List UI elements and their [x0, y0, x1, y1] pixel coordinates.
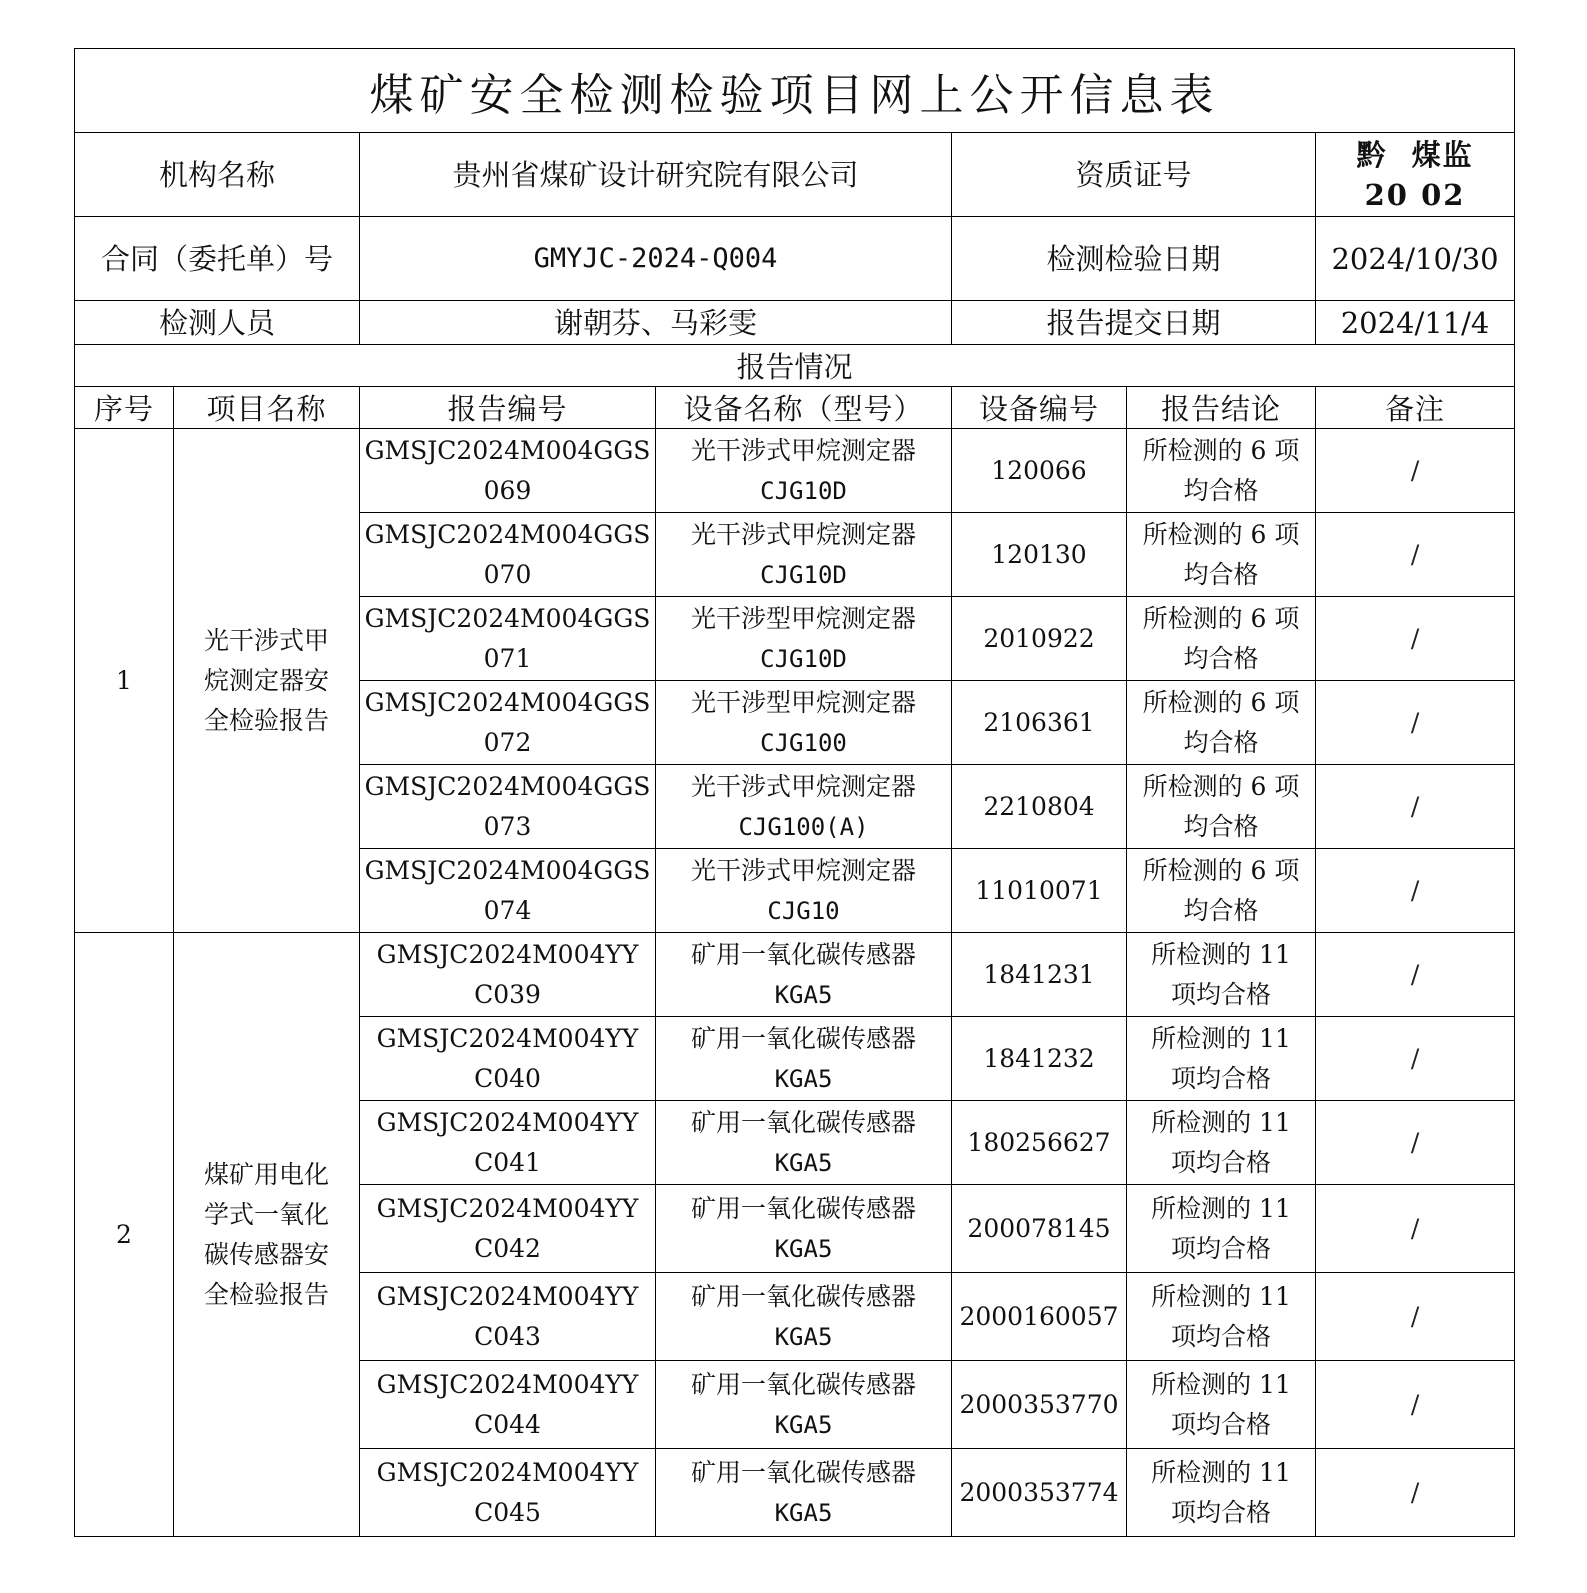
report-number-line-2: 070	[483, 559, 532, 589]
device-name	[656, 513, 952, 597]
submit-date-label: 报告提交日期	[952, 301, 1316, 345]
report-conclusion-line-1: 所检测的 6 项	[1142, 771, 1300, 801]
device-serial: 200078145	[952, 1185, 1127, 1273]
submit-date-value: 2024/11/4	[1316, 301, 1515, 345]
group-seq: 2	[75, 933, 174, 1537]
report-conclusion	[1127, 1449, 1316, 1537]
table-row	[75, 933, 1515, 1017]
report-conclusion-line-2: 均合格	[1183, 559, 1259, 589]
device-name-line-1: 光干涉型甲烷测定器	[690, 603, 916, 633]
report-number-line-2: 073	[483, 811, 532, 841]
report-number	[360, 513, 656, 597]
contract-label: 合同（委托单）号	[75, 217, 360, 301]
report-number-line-1: GMSJC2024M004GGS	[364, 687, 651, 717]
device-serial: 2000353770	[952, 1361, 1127, 1449]
device-serial: 180256627	[952, 1101, 1127, 1185]
report-number	[360, 1273, 656, 1361]
device-name-line-2: KGA5	[774, 980, 833, 1009]
report-number-line-1: GMSJC2024M004GGS	[364, 855, 651, 885]
device-name	[656, 1361, 952, 1449]
device-name	[656, 1017, 952, 1101]
report-conclusion-line-1: 所检测的 11	[1151, 1023, 1291, 1053]
report-number	[360, 1101, 656, 1185]
report-conclusion-line-1: 所检测的 6 项	[1142, 519, 1300, 549]
report-number-line-2: C043	[474, 1321, 541, 1351]
device-name	[656, 849, 952, 933]
device-name-line-1: 矿用一氧化碳传感器	[690, 1281, 916, 1311]
device-name	[656, 1101, 952, 1185]
report-conclusion-line-1: 所检测的 6 项	[1142, 435, 1300, 465]
report-number-line-1: GMSJC2024M004YY	[376, 1457, 639, 1487]
device-name-line-2: CJG100(A)	[738, 812, 869, 841]
report-conclusion-line-1: 所检测的 6 项	[1142, 855, 1300, 885]
device-name-line-1: 光干涉式甲烷测定器	[690, 435, 916, 465]
report-number-line-2: C045	[474, 1497, 541, 1527]
report-conclusion-line-2: 项均合格	[1170, 1063, 1271, 1093]
cert-line-2: 20 02	[1364, 177, 1466, 212]
report-conclusion	[1127, 681, 1316, 765]
report-conclusion	[1127, 933, 1316, 1017]
note: /	[1316, 1101, 1515, 1185]
device-name-line-1: 矿用一氧化碳传感器	[690, 939, 916, 969]
device-name-line-1: 矿用一氧化碳传感器	[690, 1457, 916, 1487]
device-name-line-2: KGA5	[774, 1498, 833, 1527]
report-number-line-2: C041	[474, 1147, 541, 1177]
device-name-line-2: KGA5	[774, 1064, 833, 1093]
note: /	[1316, 681, 1515, 765]
staff-value: 谢朝芬、马彩雯	[360, 301, 952, 345]
report-number-line-1: GMSJC2024M004YY	[376, 1369, 639, 1399]
device-name-line-1: 光干涉式甲烷测定器	[690, 519, 916, 549]
report-number	[360, 681, 656, 765]
device-name-line-2: KGA5	[774, 1234, 833, 1263]
report-number-line-1: GMSJC2024M004GGS	[364, 519, 651, 549]
report-number-line-1: GMSJC2024M004GGS	[364, 603, 651, 633]
note: /	[1316, 849, 1515, 933]
page-title: 煤矿安全检测检验项目网上公开信息表	[75, 49, 1515, 133]
report-conclusion-line-2: 均合格	[1183, 727, 1259, 757]
report-conclusion	[1127, 1273, 1316, 1361]
note: /	[1316, 513, 1515, 597]
report-number-line-1: GMSJC2024M004GGS	[364, 771, 651, 801]
device-name-line-1: 光干涉式甲烷测定器	[690, 771, 916, 801]
info-table	[74, 48, 1515, 1537]
report-conclusion	[1127, 765, 1316, 849]
report-number	[360, 1449, 656, 1537]
report-number-line-2: C040	[474, 1063, 541, 1093]
report-number	[360, 849, 656, 933]
device-name-line-2: KGA5	[774, 1148, 833, 1177]
cert-label: 资质证号	[952, 133, 1316, 217]
report-number-line-2: 071	[483, 643, 532, 673]
device-name	[656, 597, 952, 681]
report-conclusion	[1127, 1185, 1316, 1273]
report-conclusion-line-1: 所检测的 11	[1151, 1193, 1291, 1223]
device-serial: 1841231	[952, 933, 1127, 1017]
header-item: 项目名称	[174, 387, 360, 429]
note: /	[1316, 1185, 1515, 1273]
report-conclusion-line-2: 项均合格	[1170, 1497, 1271, 1527]
device-name	[656, 1273, 952, 1361]
device-name-line-2: KGA5	[774, 1322, 833, 1351]
device-name-line-2: CJG10	[767, 896, 840, 925]
device-name-line-1: 矿用一氧化碳传感器	[690, 1193, 916, 1223]
device-name-line-2: CJG100	[760, 728, 847, 757]
report-number	[360, 429, 656, 513]
device-name-line-1: 光干涉式甲烷测定器	[690, 855, 916, 885]
device-serial: 2000160057	[952, 1273, 1127, 1361]
device-name	[656, 681, 952, 765]
device-name	[656, 765, 952, 849]
report-conclusion	[1127, 1017, 1316, 1101]
report-conclusion	[1127, 1101, 1316, 1185]
report-number-line-2: 072	[483, 727, 532, 757]
report-conclusion-line-2: 项均合格	[1170, 1321, 1271, 1351]
report-conclusion-line-1: 所检测的 11	[1151, 1369, 1291, 1399]
device-serial: 120066	[952, 429, 1127, 513]
report-conclusion-line-2: 项均合格	[1170, 1233, 1271, 1263]
device-name-line-1: 矿用一氧化碳传感器	[690, 1107, 916, 1137]
device-name-line-2: CJG10D	[760, 644, 847, 673]
report-number	[360, 1185, 656, 1273]
org-value: 贵州省煤矿设计研究院有限公司	[360, 133, 952, 217]
table-row	[75, 429, 1515, 513]
cert-value	[1316, 133, 1515, 217]
report-number-line-1: GMSJC2024M004YY	[376, 1193, 639, 1223]
report-conclusion-line-2: 项均合格	[1170, 1147, 1271, 1177]
note: /	[1316, 1017, 1515, 1101]
note: /	[1316, 1273, 1515, 1361]
report-number-line-2: C044	[474, 1409, 541, 1439]
report-number	[360, 1361, 656, 1449]
header-note: 备注	[1316, 387, 1515, 429]
header-report-no: 报告编号	[360, 387, 656, 429]
device-name	[656, 933, 952, 1017]
header-row	[75, 387, 1515, 429]
report-conclusion-line-1: 所检测的 6 项	[1142, 603, 1300, 633]
device-serial: 2210804	[952, 765, 1127, 849]
report-conclusion	[1127, 597, 1316, 681]
device-serial: 2010922	[952, 597, 1127, 681]
report-conclusion	[1127, 1361, 1316, 1449]
report-conclusion-line-2: 项均合格	[1170, 1409, 1271, 1439]
device-name-line-1: 矿用一氧化碳传感器	[690, 1023, 916, 1053]
report-conclusion-line-1: 所检测的 11	[1151, 1457, 1291, 1487]
report-conclusion	[1127, 429, 1316, 513]
report-number-line-1: GMSJC2024M004YY	[376, 1281, 639, 1311]
report-number-line-1: GMSJC2024M004YY	[376, 939, 639, 969]
device-name-line-1: 光干涉型甲烷测定器	[690, 687, 916, 717]
report-number	[360, 1017, 656, 1101]
report-conclusion-line-2: 均合格	[1183, 811, 1259, 841]
device-serial: 11010071	[952, 849, 1127, 933]
header-seq: 序号	[75, 387, 174, 429]
device-name-line-2: KGA5	[774, 1410, 833, 1439]
report-number-line-1: GMSJC2024M004GGS	[364, 435, 651, 465]
device-serial: 1841232	[952, 1017, 1127, 1101]
device-serial: 2000353774	[952, 1449, 1127, 1537]
report-conclusion	[1127, 513, 1316, 597]
header-device: 设备名称（型号）	[656, 387, 952, 429]
device-name-line-1: 矿用一氧化碳传感器	[690, 1369, 916, 1399]
note: /	[1316, 597, 1515, 681]
section-title: 报告情况	[75, 345, 1515, 387]
device-name	[656, 1185, 952, 1273]
report-conclusion-line-2: 均合格	[1183, 643, 1259, 673]
report-number-line-2: C039	[474, 979, 541, 1009]
report-number	[360, 933, 656, 1017]
test-date-value: 2024/10/30	[1316, 217, 1515, 301]
header-conclusion: 报告结论	[1127, 387, 1316, 429]
report-number-line-1: GMSJC2024M004YY	[376, 1023, 639, 1053]
report-number	[360, 765, 656, 849]
report-conclusion-line-1: 所检测的 11	[1151, 939, 1291, 969]
device-name-line-2: CJG10D	[760, 476, 847, 505]
note: /	[1316, 429, 1515, 513]
device-name	[656, 1449, 952, 1537]
org-label: 机构名称	[75, 133, 360, 217]
group-item-name: 光干涉式甲烷测定器安全检验报告	[174, 429, 360, 933]
report-conclusion-line-1: 所检测的 11	[1151, 1107, 1291, 1137]
report-conclusion-line-2: 均合格	[1183, 475, 1259, 505]
report-number-line-2: C042	[474, 1233, 541, 1263]
staff-label: 检测人员	[75, 301, 360, 345]
header-serial: 设备编号	[952, 387, 1127, 429]
report-conclusion-line-1: 所检测的 6 项	[1142, 687, 1300, 717]
report-conclusion-line-2: 均合格	[1183, 895, 1259, 925]
report-number-line-2: 074	[483, 895, 532, 925]
device-name-line-2: CJG10D	[760, 560, 847, 589]
test-date-label: 检测检验日期	[952, 217, 1316, 301]
report-conclusion-line-1: 所检测的 11	[1151, 1281, 1291, 1311]
cert-line-1: 黔 煤监	[1356, 137, 1474, 172]
report-number-line-1: GMSJC2024M004YY	[376, 1107, 639, 1137]
report-number-line-2: 069	[483, 475, 532, 505]
group-seq: 1	[75, 429, 174, 933]
group-item-name: 煤矿用电化学式一氧化碳传感器安全检验报告	[174, 933, 360, 1537]
device-serial: 2106361	[952, 681, 1127, 765]
note: /	[1316, 1449, 1515, 1537]
device-name	[656, 429, 952, 513]
device-serial: 120130	[952, 513, 1127, 597]
report-number	[360, 597, 656, 681]
note: /	[1316, 765, 1515, 849]
report-conclusion	[1127, 849, 1316, 933]
report-conclusion-line-2: 项均合格	[1170, 979, 1271, 1009]
contract-value: GMYJC-2024-Q004	[360, 217, 952, 301]
note: /	[1316, 933, 1515, 1017]
note: /	[1316, 1361, 1515, 1449]
